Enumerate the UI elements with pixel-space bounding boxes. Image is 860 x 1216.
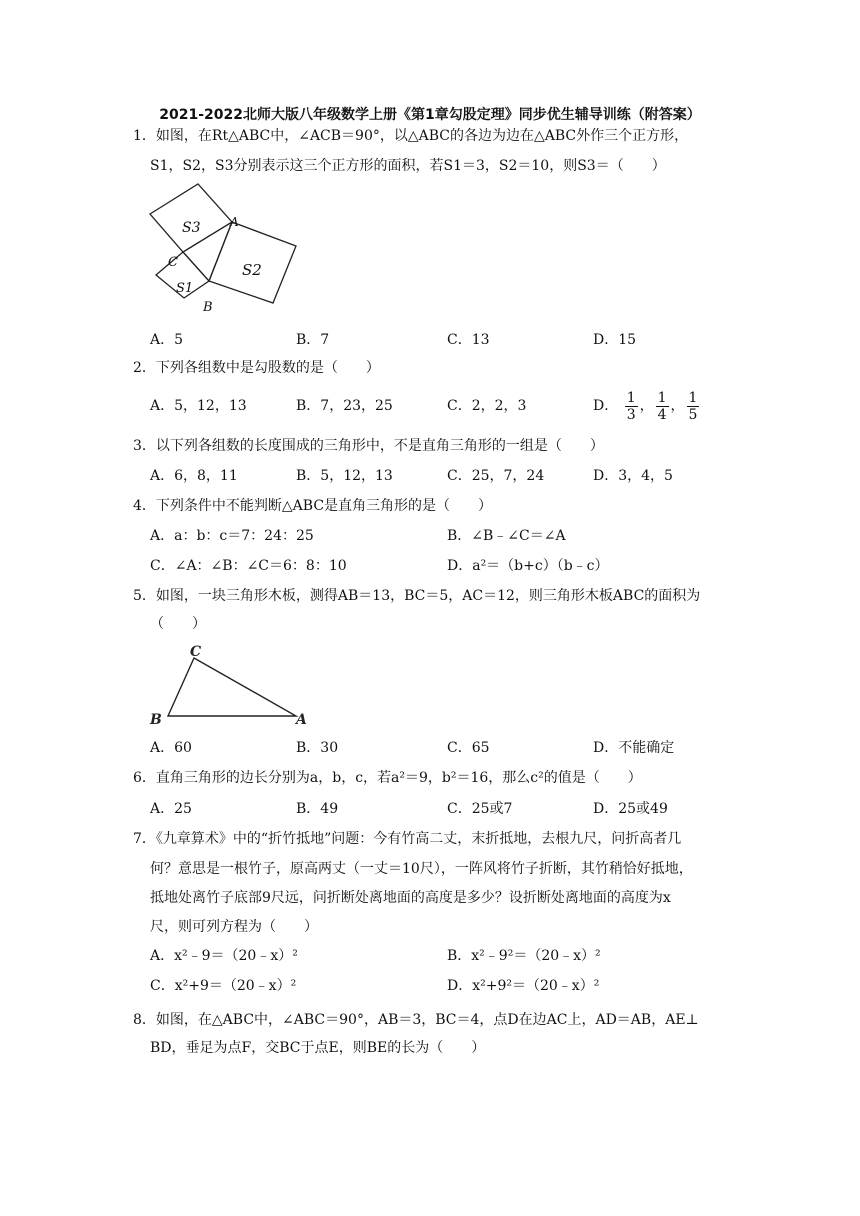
q4-option-d[interactable]: D．a²＝（b+c）（b﹣c） xyxy=(447,558,609,574)
q1-label-a: A xyxy=(230,215,239,229)
q3-option-d[interactable]: D．3，4，5 xyxy=(593,468,673,484)
q2-option-c[interactable]: C．2，2，3 xyxy=(447,398,527,414)
q6-option-a[interactable]: A．25 xyxy=(150,801,192,817)
q5-label-c: C xyxy=(190,644,202,660)
q8-stem-line2: BD，垂足为点F，交BC于点E，则BE的长为（ ） xyxy=(150,1040,486,1056)
q2-option-a[interactable]: A．5，12，13 xyxy=(150,398,247,414)
q5-option-a[interactable]: A．60 xyxy=(150,740,192,756)
q4-stem: 4．下列条件中不能判断△ABC是直角三角形的是（ ） xyxy=(133,498,493,514)
q5-option-b[interactable]: B．30 xyxy=(296,740,339,756)
q5-option-c[interactable]: C．65 xyxy=(447,740,490,756)
q5-stem-line1: 5．如图，一块三角形木板，测得AB＝13，BC＝5，AC＝12，则三角形木板ABC的面积为 xyxy=(133,588,701,604)
q2-option-d-prefix: D． xyxy=(593,398,619,414)
q7-stem-line2: 何？意思是一根竹子，原高两丈（一丈＝10尺），一阵风将竹子折断，其竹稍恰好抵地， xyxy=(150,861,693,877)
q1-figure-squares xyxy=(146,180,302,316)
q5-label-b: B xyxy=(150,712,162,728)
q6-option-b[interactable]: B．49 xyxy=(296,801,339,817)
q5-label-a: A xyxy=(296,712,307,728)
q3-option-b[interactable]: B．5，12，13 xyxy=(296,468,393,484)
q7-option-a[interactable]: A．x²﹣9＝（20﹣x）² xyxy=(150,948,298,964)
q7-stem-line3: 抵地处离竹子底部9尺远，问折断处离地面的高度是多少？设折断处离地面的高度为x xyxy=(150,890,671,906)
q1-label-s2: S2 xyxy=(242,261,262,279)
page-title: 2021-2022北师大版八年级数学上册《第1章勾股定理》同步优生辅导训练（附答案） xyxy=(159,107,701,123)
q1-label-c: C xyxy=(168,255,178,270)
q7-stem-line1: 7．《九章算术》中的“折竹抵地”问题：今有竹高二丈，末折抵地，去根九尺，问折高者几 xyxy=(133,831,682,847)
q2-option-b[interactable]: B．7，23，25 xyxy=(296,398,393,414)
q8-stem-line1: 8．如图，在△ABC中，∠ABC＝90°，AB＝3，BC＝4，点D在边AC上，AD＝AB，AE⊥ xyxy=(133,1012,699,1028)
q2-stem: 2．下列各组数中是勾股数的是（ ） xyxy=(133,360,380,376)
q1-stem-line2: S1，S2，S3分别表示这三个正方形的面积，若S1＝3，S2＝10，则S3＝（ ） xyxy=(150,158,666,174)
q4-option-c[interactable]: C．∠A：∠B：∠C＝6：8：10 xyxy=(150,558,347,574)
q6-option-d[interactable]: D．25或49 xyxy=(593,801,668,817)
q2-option-d[interactable]: D． $\frac{1}{3}$ ， $\frac{1}{4}$ ， $\frac{1}{5}$ xyxy=(593,389,698,423)
q3-option-a[interactable]: A．6，8，11 xyxy=(150,468,238,484)
q5-stem-line2: （ ） xyxy=(150,616,206,632)
q3-stem: 3．以下列各组数的长度围成的三角形中，不是直角三角形的一组是（ ） xyxy=(133,438,604,454)
q1-label-s1: S1 xyxy=(176,281,194,296)
q1-option-b[interactable]: B．7 xyxy=(296,332,330,348)
q1-stem-line1: 1．如图，在Rt△ABC中，∠ACB＝90°，以△ABC的各边为边在△ABC外作三个正方形， xyxy=(133,128,689,144)
q6-option-c[interactable]: C．25或7 xyxy=(447,801,513,817)
q2-fraction-3: $\frac{1}{5}$ xyxy=(688,389,698,423)
q2-fraction-1: $\frac{1}{3}$ xyxy=(626,389,636,423)
q7-stem-line4: 尺，则可列方程为（ ） xyxy=(150,919,318,935)
q7-option-b[interactable]: B．x²﹣9²＝（20﹣x）² xyxy=(447,948,601,964)
q1-option-a[interactable]: A．5 xyxy=(150,332,184,348)
q4-option-b[interactable]: B．∠B﹣∠C＝∠A xyxy=(447,528,566,544)
q5-option-d[interactable]: D．不能确定 xyxy=(593,740,675,756)
q1-option-c[interactable]: C．13 xyxy=(447,332,490,348)
q1-option-d[interactable]: D．15 xyxy=(593,332,637,348)
q3-option-c[interactable]: C．25，7，24 xyxy=(447,468,545,484)
q2-fraction-2: $\frac{1}{4}$ xyxy=(657,389,667,423)
q4-option-a[interactable]: A．a：b：c＝7：24：25 xyxy=(150,528,314,544)
q7-option-c[interactable]: C．x²+9＝（20﹣x）² xyxy=(150,978,297,994)
q6-stem: 6．直角三角形的边长分别为a，b，c，若a²＝9，b²＝16，那么c²的值是（ ） xyxy=(133,770,642,786)
q1-label-b: B xyxy=(203,300,213,315)
q5-figure-triangle xyxy=(146,642,312,730)
q7-option-d[interactable]: D．x²+9²＝（20﹣x）² xyxy=(447,978,600,994)
q1-label-s3: S3 xyxy=(182,220,201,236)
